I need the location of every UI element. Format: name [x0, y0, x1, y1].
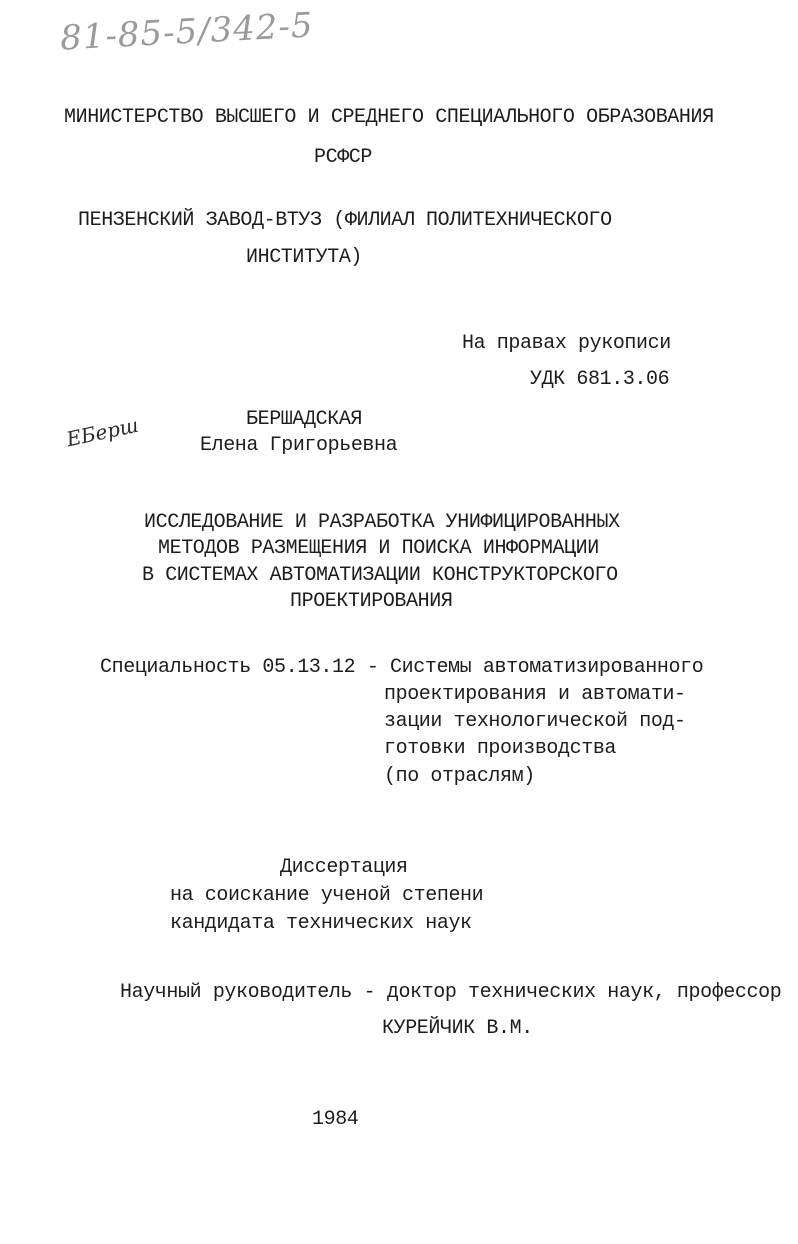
title-line-4: ПРОЕКТИРОВАНИЯ — [290, 590, 453, 613]
author-name: Елена Григорьевна — [200, 434, 398, 457]
institute-line-1: ПЕНЗЕНСКИЙ ЗАВОД-ВТУЗ (ФИЛИАЛ ПОЛИТЕХНИЧЕСКОГО — [78, 209, 612, 232]
ministry-line-1: МИНИСТЕРСТВО ВЫСШЕГО И СРЕДНЕГО СПЕЦИАЛЬНОГО ОБРАЗОВАНИЯ — [64, 106, 714, 129]
manuscript-rights: На правах рукописи — [462, 332, 671, 355]
ministry-line-2: РСФСР — [314, 146, 373, 169]
specialty-line-5: (по отраслям) — [384, 765, 535, 788]
institute-line-2: ИНСТИТУТА) — [246, 246, 363, 269]
dissertation-line-2: на соискание ученой степени — [170, 884, 484, 907]
dissertation-line-1: Диссертация — [280, 856, 408, 879]
title-line-1: ИССЛЕДОВАНИЕ И РАЗРАБОТКА УНИФИЦИРОВАННЫХ — [144, 511, 620, 534]
author-signature: EБерш — [64, 412, 141, 452]
title-line-3: В СИСТЕМАХ АВТОМАТИЗАЦИИ КОНСТРУКТОРСКОГО — [142, 564, 618, 587]
supervisor-line: Научный руководитель - доктор технических наук, профессор — [120, 981, 782, 1004]
supervisor-name: КУРЕЙЧИК В.М. — [382, 1017, 533, 1040]
title-line-2: МЕТОДОВ РАЗМЕЩЕНИЯ И ПОИСКА ИНФОРМАЦИИ — [158, 537, 599, 560]
year: 1984 — [312, 1108, 359, 1131]
specialty-line-4: готовки производства — [384, 737, 617, 760]
specialty-line-3: зации технологической под- — [384, 710, 686, 733]
dissertation-line-3: кандидата технических наук — [170, 912, 472, 935]
archive-number-handwritten: 81-85-5/342-5 — [59, 5, 315, 59]
specialty-line-2: проектирования и автомати- — [384, 683, 686, 706]
udc-code: УДК 681.3.06 — [530, 368, 670, 391]
author-surname: БЕРШАДСКАЯ — [246, 408, 363, 431]
specialty-label: Специальность 05.13.12 - Системы автоматизированного — [100, 656, 704, 679]
